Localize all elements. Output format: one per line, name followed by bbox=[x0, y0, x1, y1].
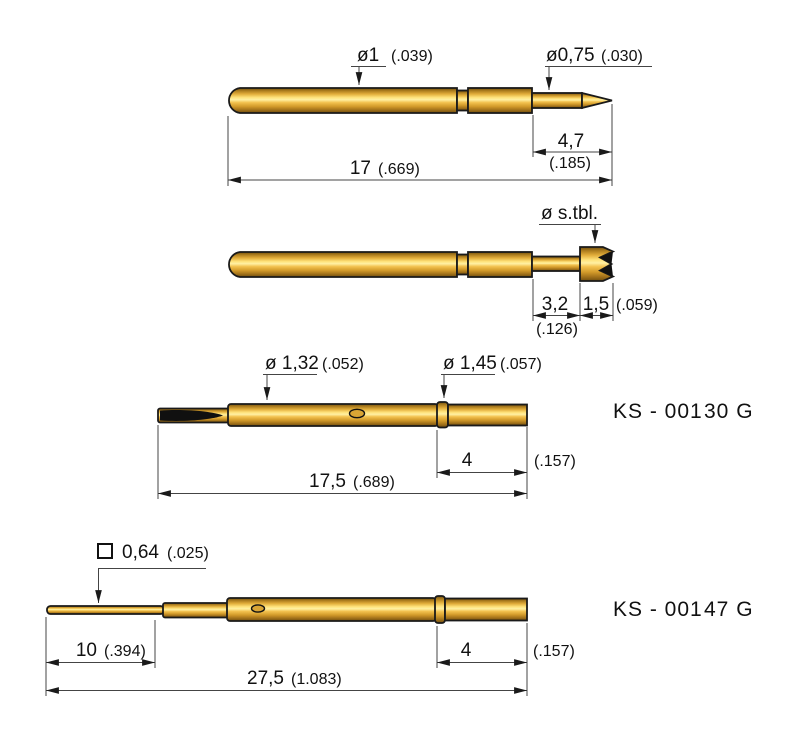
probe1-tip-length-inch: (.185) bbox=[549, 155, 591, 172]
probe4-collar-ring bbox=[435, 596, 445, 623]
probe3-shank-length-inch: (.157) bbox=[534, 453, 576, 470]
probe1-tip-length-value: 4,7 bbox=[557, 131, 585, 152]
probe1-total-length-dimension bbox=[228, 116, 612, 186]
probe3-shank-length-value: 4 bbox=[461, 450, 473, 471]
probe2-crown-head bbox=[580, 247, 613, 281]
probe4-part-number bbox=[613, 598, 754, 621]
probe1-drawing bbox=[228, 45, 652, 186]
probe3-series-label: KS - 001 bbox=[613, 400, 703, 423]
probe4-tip-length-dimension bbox=[46, 617, 155, 696]
probe3-collar-diameter-label: ø 1,45 bbox=[443, 353, 497, 374]
probe4-shank-length-value: 4 bbox=[460, 640, 472, 661]
probe3-part-number bbox=[613, 400, 754, 423]
probe1-tip-diameter-label: ø0,75 bbox=[546, 45, 595, 66]
probe1-groove bbox=[457, 91, 468, 111]
probe1-body-diameter-leader bbox=[351, 45, 433, 85]
probe4-total-length-inch: (1.083) bbox=[291, 671, 342, 688]
probe2-head-diameter-label: ø s.tbl. bbox=[541, 203, 599, 224]
probe3-shank-length-dimension bbox=[437, 427, 576, 499]
probe1-body-diameter-inch: (.039) bbox=[391, 48, 433, 65]
square-symbol-icon bbox=[98, 544, 112, 558]
probe1-tip-diameter-inch: (.030) bbox=[601, 48, 643, 65]
probe3-total-length-inch: (.689) bbox=[353, 474, 395, 491]
probe4-code-label: 47 G bbox=[704, 598, 754, 621]
probe4-square-tip-value: 0,64 bbox=[122, 542, 159, 563]
probe2-groove bbox=[457, 255, 468, 275]
probe3-collar-ring bbox=[437, 402, 448, 428]
probe4-sleeve bbox=[163, 603, 228, 618]
probe4-shank bbox=[445, 599, 527, 621]
probe4-series-label: KS - 001 bbox=[613, 598, 703, 621]
probe4-shank-length-dimension bbox=[437, 623, 575, 696]
probe4-total-length-dimension bbox=[46, 668, 527, 691]
probe4-vent-hole bbox=[252, 605, 265, 612]
probe2-tip-shaft bbox=[532, 257, 580, 272]
probe1-barrel-end bbox=[468, 88, 532, 113]
probe1-barrel bbox=[229, 88, 457, 113]
probe3-shank bbox=[448, 405, 527, 426]
probe3-barrel-diameter-inch: (.052) bbox=[322, 356, 364, 373]
probe2-drawing bbox=[229, 203, 658, 338]
probe3-drawing bbox=[158, 353, 754, 499]
probe3-total-length-value: 17,5 bbox=[309, 471, 346, 492]
probe4-wire-tip bbox=[47, 606, 164, 614]
probe4-tip-length-inch: (.394) bbox=[104, 643, 146, 660]
probe3-collar-diameter-leader bbox=[441, 353, 542, 398]
probe3-barrel bbox=[228, 404, 438, 426]
probe2-barrel bbox=[229, 252, 457, 277]
probe1-total-length-inch: (.669) bbox=[378, 161, 420, 178]
probe2-head-diameter-leader bbox=[539, 203, 601, 243]
probe3-barrel-diameter-label: ø 1,32 bbox=[265, 353, 319, 374]
probe4-shank-length-inch: (.157) bbox=[533, 643, 575, 660]
probe2-barrel-end bbox=[468, 252, 532, 277]
probe1-tip-length-dimension bbox=[533, 104, 612, 186]
probe1-tip-diameter-leader bbox=[545, 45, 652, 90]
probe4-tip-length-value: 10 bbox=[75, 640, 97, 661]
probe2-head-length-dimension bbox=[580, 294, 658, 316]
probe1-body-diameter-label: ø1 bbox=[357, 45, 380, 66]
probe4-square-tip-inch: (.025) bbox=[167, 545, 209, 562]
probe3-collar-diameter-inch: (.057) bbox=[500, 356, 542, 373]
probe2-neck-length-inch: (.126) bbox=[536, 321, 578, 338]
probe2-head-length-inch: (.059) bbox=[616, 297, 658, 314]
probe1-tip-shaft bbox=[532, 93, 582, 108]
probe3-barrel-diameter-leader bbox=[263, 353, 364, 400]
probe1-total-length-value: 17 bbox=[349, 158, 371, 179]
probe4-drawing bbox=[46, 542, 754, 696]
probe4-total-length-value: 27,5 bbox=[247, 668, 284, 689]
probe2-head-length-value: 1,5 bbox=[582, 294, 610, 315]
probe3-vent-hole bbox=[350, 409, 365, 417]
probe4-square-tip-leader bbox=[98, 542, 209, 603]
probe2-neck-length-value: 3,2 bbox=[541, 294, 569, 315]
probe1-tip-cone bbox=[582, 93, 612, 108]
probe3-code-label: 30 G bbox=[704, 400, 754, 423]
